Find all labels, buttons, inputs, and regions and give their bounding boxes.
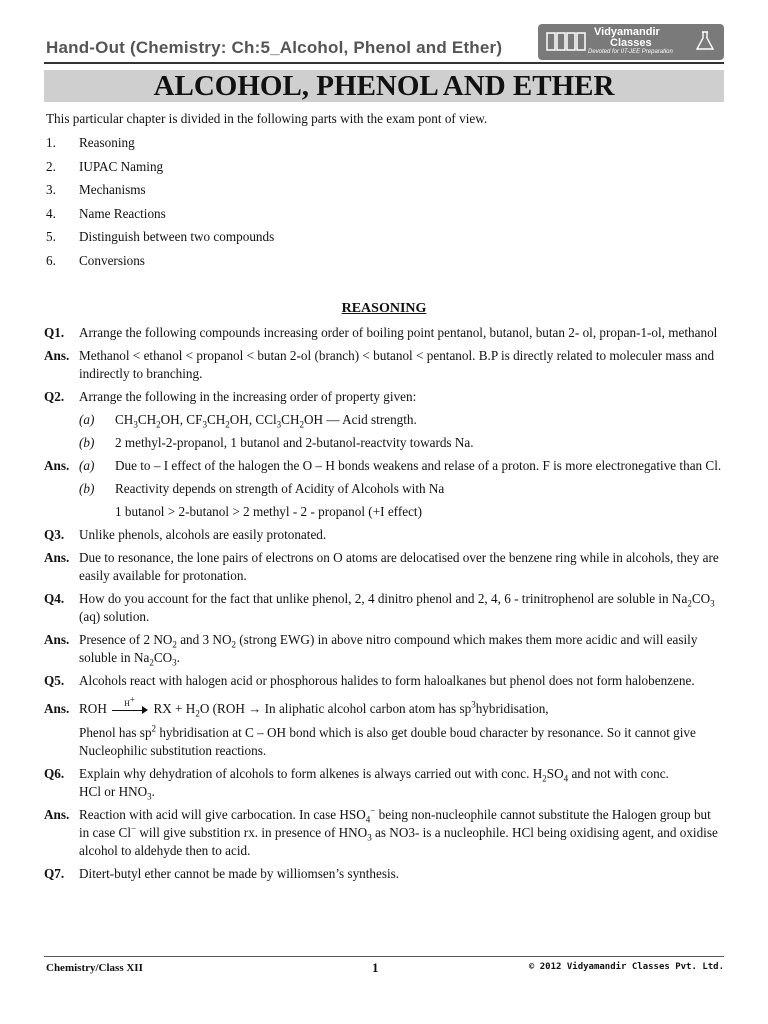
question-3: Q3. Unlike phenols, alcohols are easily protonated. (44, 527, 327, 542)
vidyamandir-logo (538, 24, 724, 60)
section-title: REASONING (341, 301, 427, 316)
answer-2a: (a) Due to – I effect of the halogen the O – H bonds weakens and relase of a proton. F is more electronegative than Cl. (79, 458, 722, 473)
footer-rule (44, 956, 724, 957)
subject-label: (Chemistry: Ch:5_Alcohol, Phenol and Ether) (129, 38, 503, 57)
copyright: © 2012 Vidyamandir Classes Pvt. Ltd. (528, 962, 724, 972)
page-header (44, 26, 724, 62)
page-number: 1 (372, 960, 379, 975)
list-item: 4. Name Reactions (46, 205, 166, 221)
answer-5: Ans. ROH H+ RX + $H_2O$ (ROH → In aliphatic alcohol carbon atom has $sp^3hybridisation$, Phenol has $sp^2$ hybridisation at C – OH bond which is also get double boud character by resonance. So it cannot give Nucleophilic substitution reactions. (44, 700, 724, 760)
question-5: Q5. Alcohols react with halogen acid or phosphorous halides to form haloalkanes but phenol does not form halobenzene. (44, 673, 695, 688)
question-7: Q7. Ditert-butyl ether cannot be made by williomsen’s synthesis. (44, 866, 400, 881)
books-icon (546, 30, 586, 52)
answer-2: Ans. (a) Due to – I effect of the halogen the O – H bonds weakens and relase of a proton. F is more electronegative than Cl. (b) Reactivity depends on strength of Acidity of Alcohols with Na 1 butanol > 2-butanol > 2 methyl - 2 - propanol (+I effect) (44, 457, 724, 521)
question-2a: (a) $CH_3CH_2OH$, $CF_3CH_2OH$, $CCl_3CH_2OH$ — Acid strength. (79, 412, 417, 430)
question-4: Q4. How do you account for the fact that unlike phenol, 2, 4 dinitro phenol and 2, 4, 6 - trinitrophenol are soluble in $Na_2CO_3$ (aq) solution. (44, 591, 715, 624)
list-item: 1. Reasoning (46, 135, 135, 150)
answer-6: Ans. Reaction with acid will give carbocation. In case $HSO_4^-$ being non-nucleophile cannot substitute the Halogen group but in case Cl− will give substition rx. in presence of $HNO_3$ as NO3- is a nucleophile. HCl being oxidising agent, and oxidise alcohol to aldehyde then to acid. (44, 805, 718, 858)
list-item: 2. IUPAC Naming (46, 158, 164, 174)
list-item: 3. Mechanisms (46, 182, 146, 197)
header-rule (44, 62, 724, 64)
answer-2b: (b) Reactivity depends on strength of Acidity of Alcohols with Na (79, 481, 445, 496)
question-1: Q1. Arrange the following compounds increasing order of boiling point pentanol, butanol, butan 2- ol, propan-1-ol, methanol (44, 325, 718, 340)
list-item: 5. Distinguish between two compounds (46, 229, 275, 244)
answer-3: Ans. Due to resonance, the lone pairs of electrons on O atoms are delocatised over the benzene ring while in alcohols, they are easily available for protonation. (44, 550, 719, 583)
handout-label: Hand-Out (46, 38, 126, 57)
answer-5-phenol: Phenol has $sp^2$ hybridisation at C – OH bond which is also get double boud character by resonance. So it cannot give Nucleophilic substitution reactions. (79, 723, 696, 758)
flask-icon (694, 30, 716, 52)
question-2: Q2. Arrange the following in the increasing order of property given: (a) $CH_3CH_2OH$, $CF_3CH_2OH$, $CCl_3CH_2OH$ — Acid strength. (b) 2 methyl-2-propanol, 1 butanol and 2-butanol-reactvity towards Na. (44, 388, 724, 452)
reaction-arrow: H+ (112, 704, 148, 716)
question-2b: (b) 2 methyl-2-propanol, 1 butanol and 2-butanol-reactvity towards Na. (79, 435, 474, 450)
answer-4: Ans. Presence of 2 $NO_2$ and 3 $NO_2$ (strong EWG) in above nitro compound which makes them more acidic and will easily soluble in $Na_2CO_3$. (44, 632, 698, 668)
answer-1: Ans. Methanol < ethanol < propanol < butan 2-ol (branch) < butanol < pentanol. B.P is directly related to moleculer mass and indirectly to branching. (44, 348, 715, 381)
parts-list (44, 134, 724, 275)
logo-tagline: Devoted for IIT-JEE Preparation (588, 49, 673, 55)
logo-line2: Classes (610, 37, 652, 49)
question-6: Q6. Explain why dehydration of alcohols to form alkenes is always carried out with conc. $H_2SO_4$ and not with conc. HCl or $HNO_3$. (44, 766, 669, 802)
footer-class: Chemistry/Class XII (46, 962, 143, 974)
main-content (44, 110, 724, 888)
list-item: 6. Conversions (46, 252, 145, 268)
logo-line1: Vidyamandir (594, 26, 660, 38)
title-bar (44, 70, 724, 102)
intro-text: This particular chapter is divided in the following parts with the exam pont of view. (46, 111, 488, 126)
page-title: ALCOHOL, PHENOL AND ETHER (153, 70, 615, 102)
header-title (46, 38, 502, 58)
answer-2b-order: 1 butanol > 2-butanol > 2 methyl - 2 - propanol (+I effect) (115, 504, 422, 519)
